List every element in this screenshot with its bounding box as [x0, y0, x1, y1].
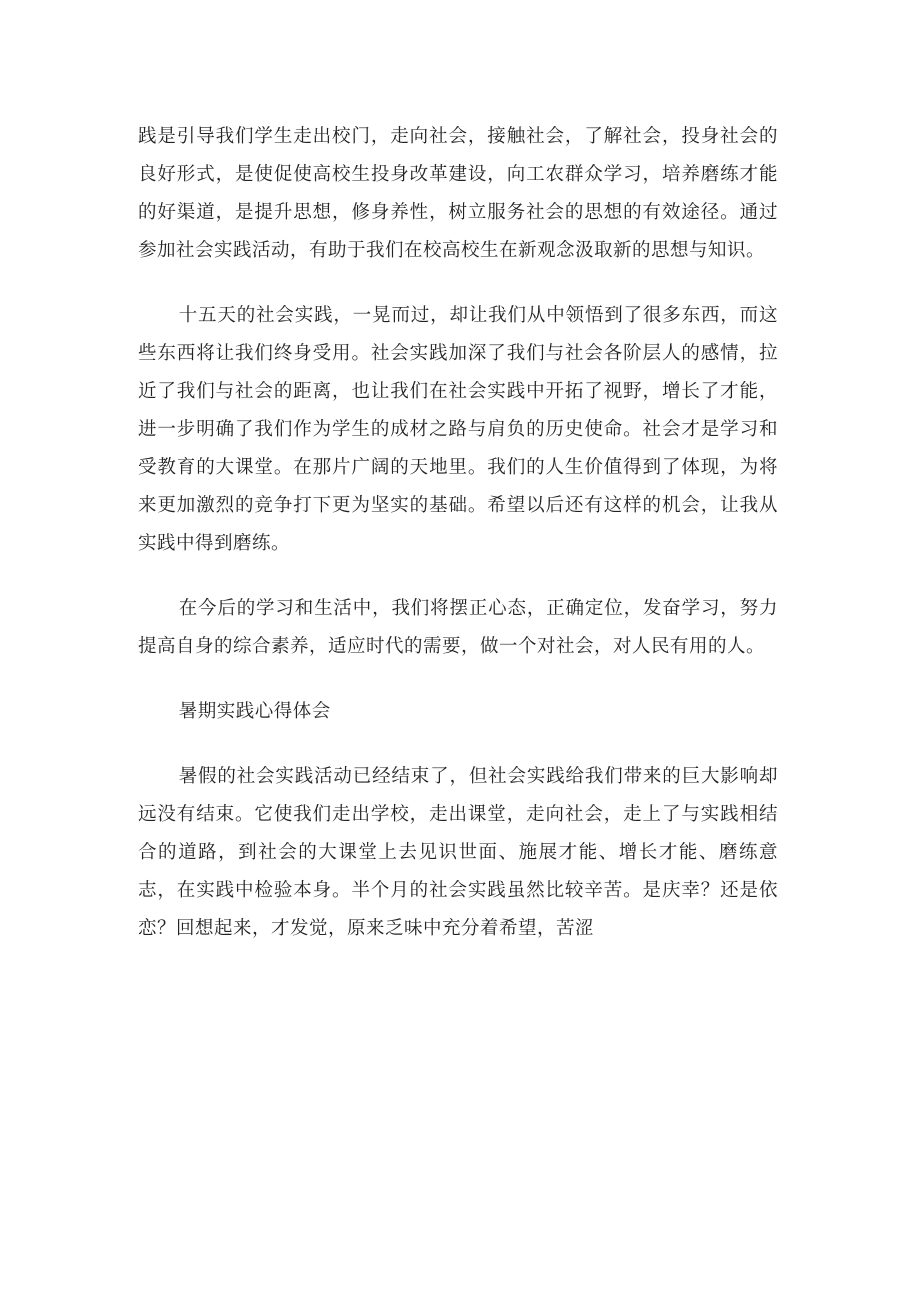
paragraph-future-commitment: 在今后的学习和生活中，我们将摆正心态，正确定位，发奋学习，努力提高自身的综合素养，适应时代的需要，做一个对社会，对人民有用的人。 — [138, 598, 778, 657]
document-body — [138, 118, 778, 948]
paragraph-summer-practice: 暑假的社会实践活动已经结束了，但社会实践给我们带来的巨大影响却远没有结束。它使我们走出学校，走出课堂，走向社会，走上了与实践相结合的道路，到社会的大课堂上去见识世面、施展才能、增长才能、磨练意志，在实践中检验本身。半个月的社会实践虽然比较辛苦。是庆幸？还是依恋？回想起来，才发觉，原来乏味中充分着希望，苦涩 — [138, 766, 778, 939]
paragraph-social-practice-reflection: 十五天的社会实践，一晃而过，却让我们从中领悟到了很多东西，而这些东西将让我们终身受用。社会实践加深了我们与社会各阶层人的感情，拉近了我们与社会的距离，也让我们在社会实践中开拓了视野，增长了才能，进一步明确了我们作为学生的成材之路与肩负的历史使命。社会才是学习和受教育的大课堂。在那片广阔的天地里。我们的人生价值得到了体现，为将来更加激烈的竞争打下更为坚实的基础。希望以后还有这样的机会，让我从实践中得到磨练。 — [138, 305, 778, 554]
paragraph-continued: 践是引导我们学生走出校门，走向社会，接触社会，了解社会，投身社会的良好形式，是使促使高校生投身改革建设，向工农群众学习，培养磨练才能的好渠道，是提升思想，修身养性，树立服务社会的思想的有效途径。通过参加社会实践活动，有助于我们在校高校生在新观念汲取新的思想与知识。 — [138, 126, 778, 261]
section-title: 暑期实践心得体会 — [178, 701, 331, 722]
